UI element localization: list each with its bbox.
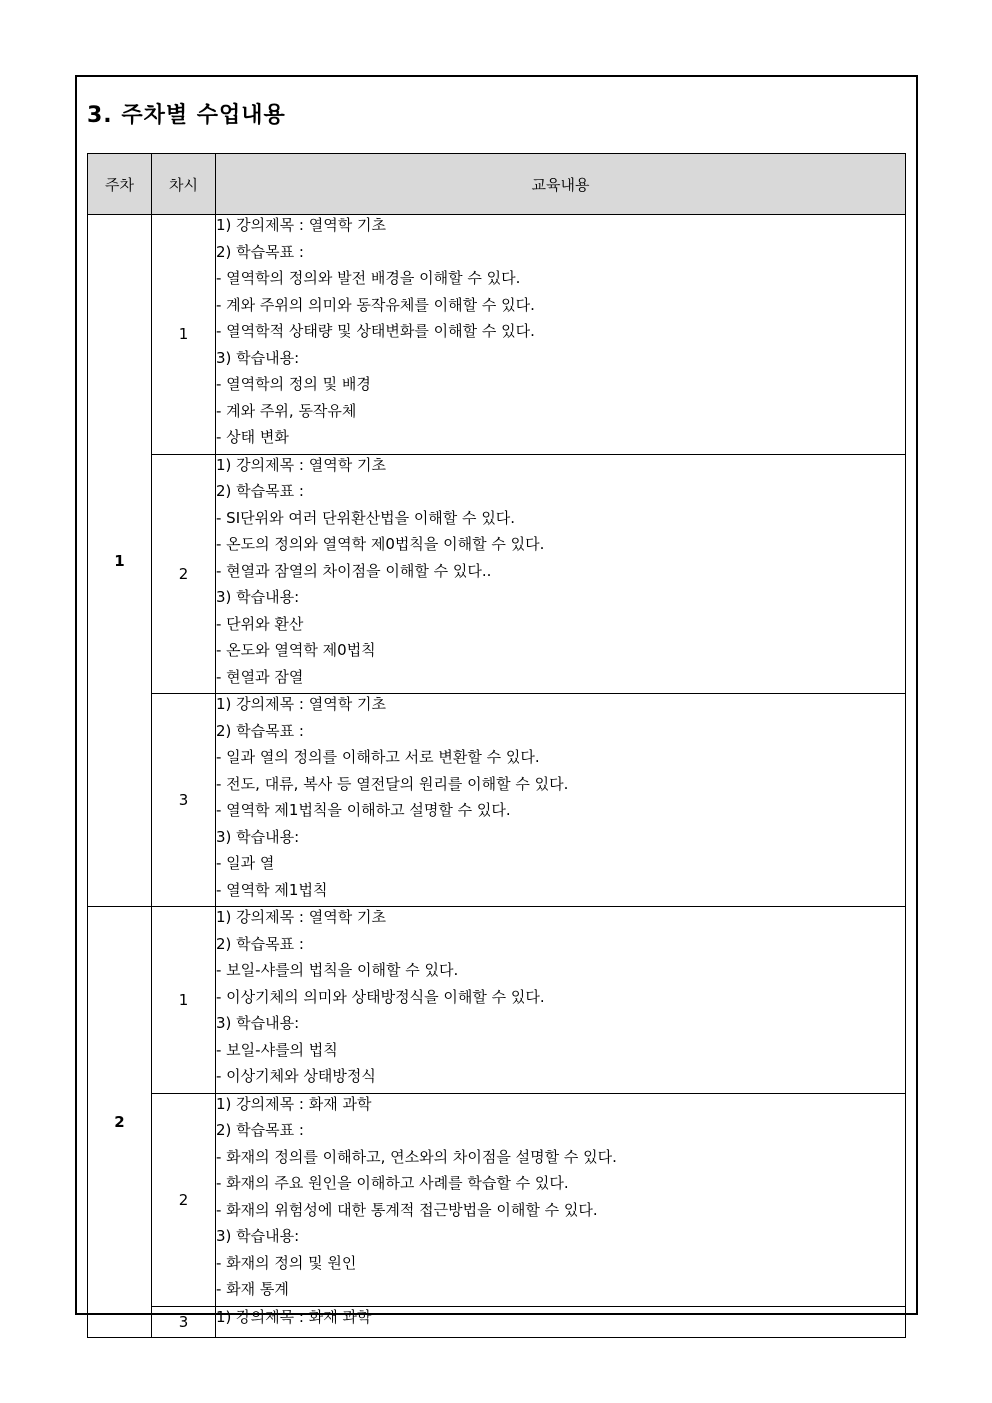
content-line: 3) 학습내용: bbox=[216, 1014, 300, 1032]
table-row bbox=[88, 215, 906, 455]
session-number-cell: 1 bbox=[152, 907, 216, 1094]
content-column-header: 교육내용 bbox=[216, 154, 906, 215]
week-number-cell: 1 bbox=[88, 215, 152, 907]
session-content-cell bbox=[216, 907, 906, 1094]
schedule-body bbox=[88, 215, 906, 1338]
content-line: 1) 강의제목 : 열역학 기초 bbox=[216, 216, 386, 234]
session-content-cell bbox=[216, 454, 906, 694]
content-line: 2) 학습목표 : bbox=[216, 721, 304, 740]
content-line: 2) 학습목표 : bbox=[216, 934, 304, 953]
content-line: 2) 학습목표 : bbox=[216, 482, 304, 500]
content-line: - 보일-샤를의 법칙 bbox=[216, 1040, 338, 1059]
week-column-header: 주차 bbox=[88, 154, 152, 215]
table-row bbox=[88, 907, 906, 1094]
content-line: 1) 강의제목 : 열역학 기초 bbox=[216, 908, 386, 926]
document-frame bbox=[75, 75, 918, 1331]
session-content-cell bbox=[216, 1093, 906, 1306]
weekly-schedule-table bbox=[87, 153, 906, 1338]
content-line: 3) 학습내용: bbox=[216, 1227, 300, 1245]
content-line: - 상태 변화 bbox=[216, 428, 289, 446]
content-line: 2) 학습목표 : bbox=[216, 242, 304, 261]
table-row bbox=[88, 454, 906, 694]
content-line: - 열역학 제1법칙 bbox=[216, 880, 328, 899]
content-line: - 열역학적 상태량 및 상태변화를 이해할 수 있다. bbox=[216, 322, 535, 340]
content-line: - 열역학의 정의 및 배경 bbox=[216, 375, 371, 393]
content-line: - 화재 통계 bbox=[216, 1280, 289, 1298]
content-line: - 계와 주위의 의미와 동작유체를 이해할 수 있다. bbox=[216, 295, 535, 314]
content-line: 1) 강의제목 : 열역학 기초 bbox=[216, 695, 386, 713]
content-line: - 이상기체의 의미와 상태방정식을 이해할 수 있다. bbox=[216, 987, 545, 1006]
content-line: - 전도, 대류, 복사 등 열전달의 원리를 이해할 수 있다. bbox=[216, 774, 569, 793]
content-line: - 단위와 환산 bbox=[216, 614, 304, 633]
content-line: - 일과 열 bbox=[216, 854, 275, 872]
content-line: - 보일-샤를의 법칙을 이해할 수 있다. bbox=[216, 961, 459, 979]
content-line: - 화재의 정의 및 원인 bbox=[216, 1253, 357, 1272]
session-number-cell: 1 bbox=[152, 215, 216, 455]
session-content-cell bbox=[216, 1306, 906, 1337]
content-line: 3) 학습내용: bbox=[216, 588, 300, 606]
session-content-cell bbox=[216, 215, 906, 455]
content-line: - 열역학의 정의와 발전 배경을 이해할 수 있다. bbox=[216, 269, 521, 287]
session-number-cell: 3 bbox=[152, 1306, 216, 1337]
content-line: - 온도의 정의와 열역학 제0법칙을 이해할 수 있다. bbox=[216, 535, 545, 553]
table-row bbox=[88, 694, 906, 907]
content-line: 1) 강의제목 : 화재 과학 bbox=[216, 1307, 372, 1326]
content-line: - 화재의 주요 원인을 이해하고 사례를 학습할 수 있다. bbox=[216, 1174, 569, 1192]
content-line: - 이상기체와 상태방정식 bbox=[216, 1067, 376, 1085]
session-number-cell: 2 bbox=[152, 1093, 216, 1306]
table-row bbox=[88, 1093, 906, 1306]
session-column-header: 차시 bbox=[152, 154, 216, 215]
content-line: - 계와 주위, 동작유체 bbox=[216, 401, 357, 420]
section-title: 3. 주차별 수업내용 bbox=[87, 103, 286, 128]
week-number-cell: 2 bbox=[88, 907, 152, 1338]
content-line: - 현열과 잠열의 차이점을 이해할 수 있다.. bbox=[216, 561, 492, 580]
content-line: 1) 강의제목 : 화재 과학 bbox=[216, 1094, 372, 1113]
content-line: - 화재의 위험성에 대한 통계적 접근방법을 이해할 수 있다. bbox=[216, 1200, 598, 1219]
table-row bbox=[88, 1306, 906, 1337]
content-line: 2) 학습목표 : bbox=[216, 1121, 304, 1139]
session-content-cell bbox=[216, 694, 906, 907]
content-line: 3) 학습내용: bbox=[216, 348, 300, 367]
content-line: - 온도와 열역학 제0법칙 bbox=[216, 641, 376, 659]
session-number-cell: 2 bbox=[152, 454, 216, 694]
content-line: - 현열과 잠열 bbox=[216, 667, 304, 686]
content-line: - 열역학 제1법칙을 이해하고 설명할 수 있다. bbox=[216, 801, 511, 819]
content-line: - SI단위와 여러 단위환산법을 이해할 수 있다. bbox=[216, 508, 516, 527]
table-header-row bbox=[88, 154, 906, 215]
session-number-cell: 3 bbox=[152, 694, 216, 907]
content-line: - 화재의 정의를 이해하고, 연소와의 차이점을 설명할 수 있다. bbox=[216, 1147, 617, 1166]
content-line: 1) 강의제목 : 열역학 기초 bbox=[216, 455, 386, 474]
content-line: - 일과 열의 정의를 이해하고 서로 변환할 수 있다. bbox=[216, 748, 540, 766]
content-line: 3) 학습내용: bbox=[216, 827, 300, 846]
